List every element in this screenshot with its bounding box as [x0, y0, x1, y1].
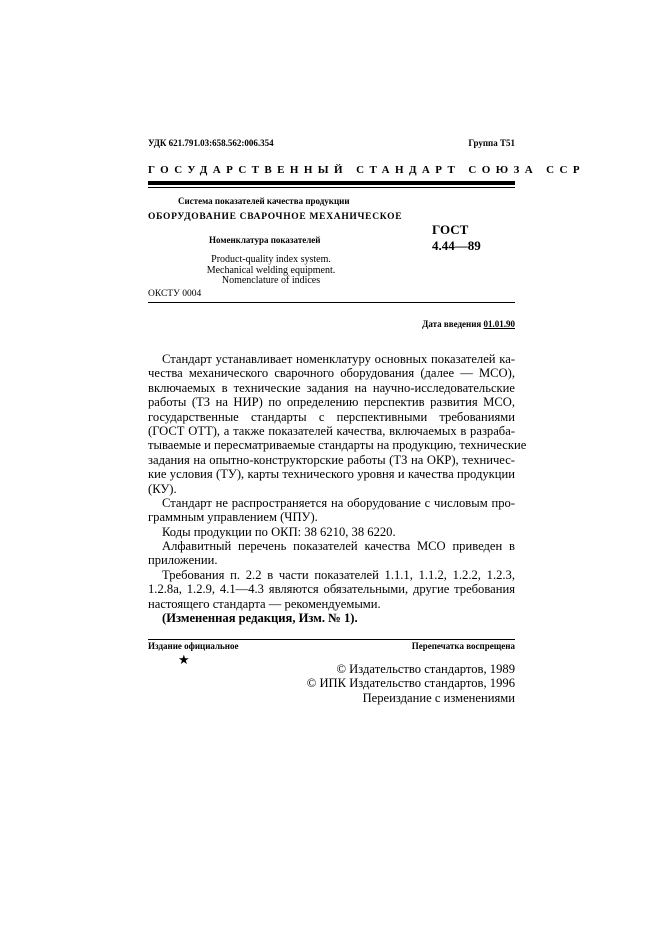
state-standard-heading: ГОСУДАРСТВЕННЫЙ СТАНДАРТ СОЮЗА ССР [148, 164, 585, 176]
system-title: Система показателей качества продукции [178, 196, 350, 206]
paragraph-exclusion [148, 496, 515, 525]
text-line: (ГОСТ ОТТ), а также показателей качества, включаемых в разраба- [148, 424, 515, 439]
text-line: Алфавитный перечень показателей качества МСО приведен в [162, 539, 515, 553]
text-line: Требования п. 2.2 в части показателей 1.1.1, 1.1.2, 1.2.2, 1.2.3, [162, 568, 515, 582]
gost-number: 4.44—89 [432, 238, 481, 253]
english-title [204, 255, 338, 287]
divider-rule [148, 302, 515, 303]
text-line: Стандарт устанавливает номенклатуру основных показателей ка- [162, 352, 515, 366]
copyright-block [307, 662, 515, 705]
copyright-line: © ИПК Издательство стандартов, 1996 [306, 676, 515, 691]
heavy-rule [148, 181, 515, 185]
text-line: Стандарт не распространяется на оборудование с числовым про- [162, 496, 515, 510]
copyright-line: Переиздание с изменениями [362, 690, 515, 705]
intro-date-value: 01.01.90 [483, 319, 515, 329]
paragraph-amendment [148, 611, 515, 625]
paragraph-scope [148, 352, 527, 496]
text-line: граммным управлением (ЧПУ). [148, 510, 318, 525]
group-code: Группа Т51 [468, 138, 515, 148]
nomenclature-title: Номенклатура показателей [209, 235, 321, 245]
footer-rule [148, 639, 515, 640]
amendment-note: (Измененная редакция, Изм. № 1). [162, 611, 358, 625]
text-line: приложении. [148, 553, 218, 568]
reprint-notice: Перепечатка воспрещена [411, 641, 515, 651]
text-line: кие условия (ТУ), карты технического уровня и качества продукции [148, 467, 515, 482]
english-line: Nomenclature of indices [221, 275, 321, 286]
equipment-title: ОБОРУДОВАНИЕ СВАРОЧНОЕ МЕХАНИЧЕСКОЕ [148, 212, 403, 222]
text-line: работы (ТЗ на НИР) по определению перспектив развития МСО, [148, 395, 515, 410]
paragraph-codes [148, 525, 515, 539]
thin-rule [148, 187, 515, 188]
star-icon: ★ [178, 653, 190, 668]
text-line: задания на опытно-конструкторские работы (ТЗ на ОКР), техничес- [148, 452, 515, 467]
text-line: тываемые и пересматриваемые стандарты на продукцию, технические [148, 438, 527, 453]
intro-date [422, 319, 515, 329]
gost-label: ГОСТ [432, 222, 469, 237]
okstu-code: ОКСТУ 0004 [148, 289, 202, 299]
english-line: Product-quality index system. [211, 254, 331, 265]
text-line: Коды продукции по ОКП: 38 6210, 38 6220. [162, 525, 396, 539]
text-line: настоящего стандарта — рекомендуемыми. [148, 596, 381, 611]
copyright-line: © Издательство стандартов, 1989 [336, 662, 515, 676]
text-line: включаемых в технические задания на научно-исследовательские [148, 380, 515, 395]
english-line: Mechanical welding equipment. [206, 264, 336, 276]
text-line: (КУ). [148, 481, 177, 496]
intro-date-label: Дата введения [422, 319, 482, 329]
text-line: 1.2.8а, 1.2.9, 4.1—4.3 являются обязательными, другие требования [148, 582, 515, 597]
paragraph-requirements [148, 568, 515, 611]
official-edition: Издание официальное [148, 641, 239, 651]
paragraph-index [148, 539, 515, 568]
text-line: чества механического сварочного оборудования (далее — МСО), [148, 366, 515, 381]
udc-code: УДК 621.791.03:658.562:006.354 [148, 138, 274, 148]
text-line: государственные стандарты с перспективными требованиями [148, 409, 515, 424]
